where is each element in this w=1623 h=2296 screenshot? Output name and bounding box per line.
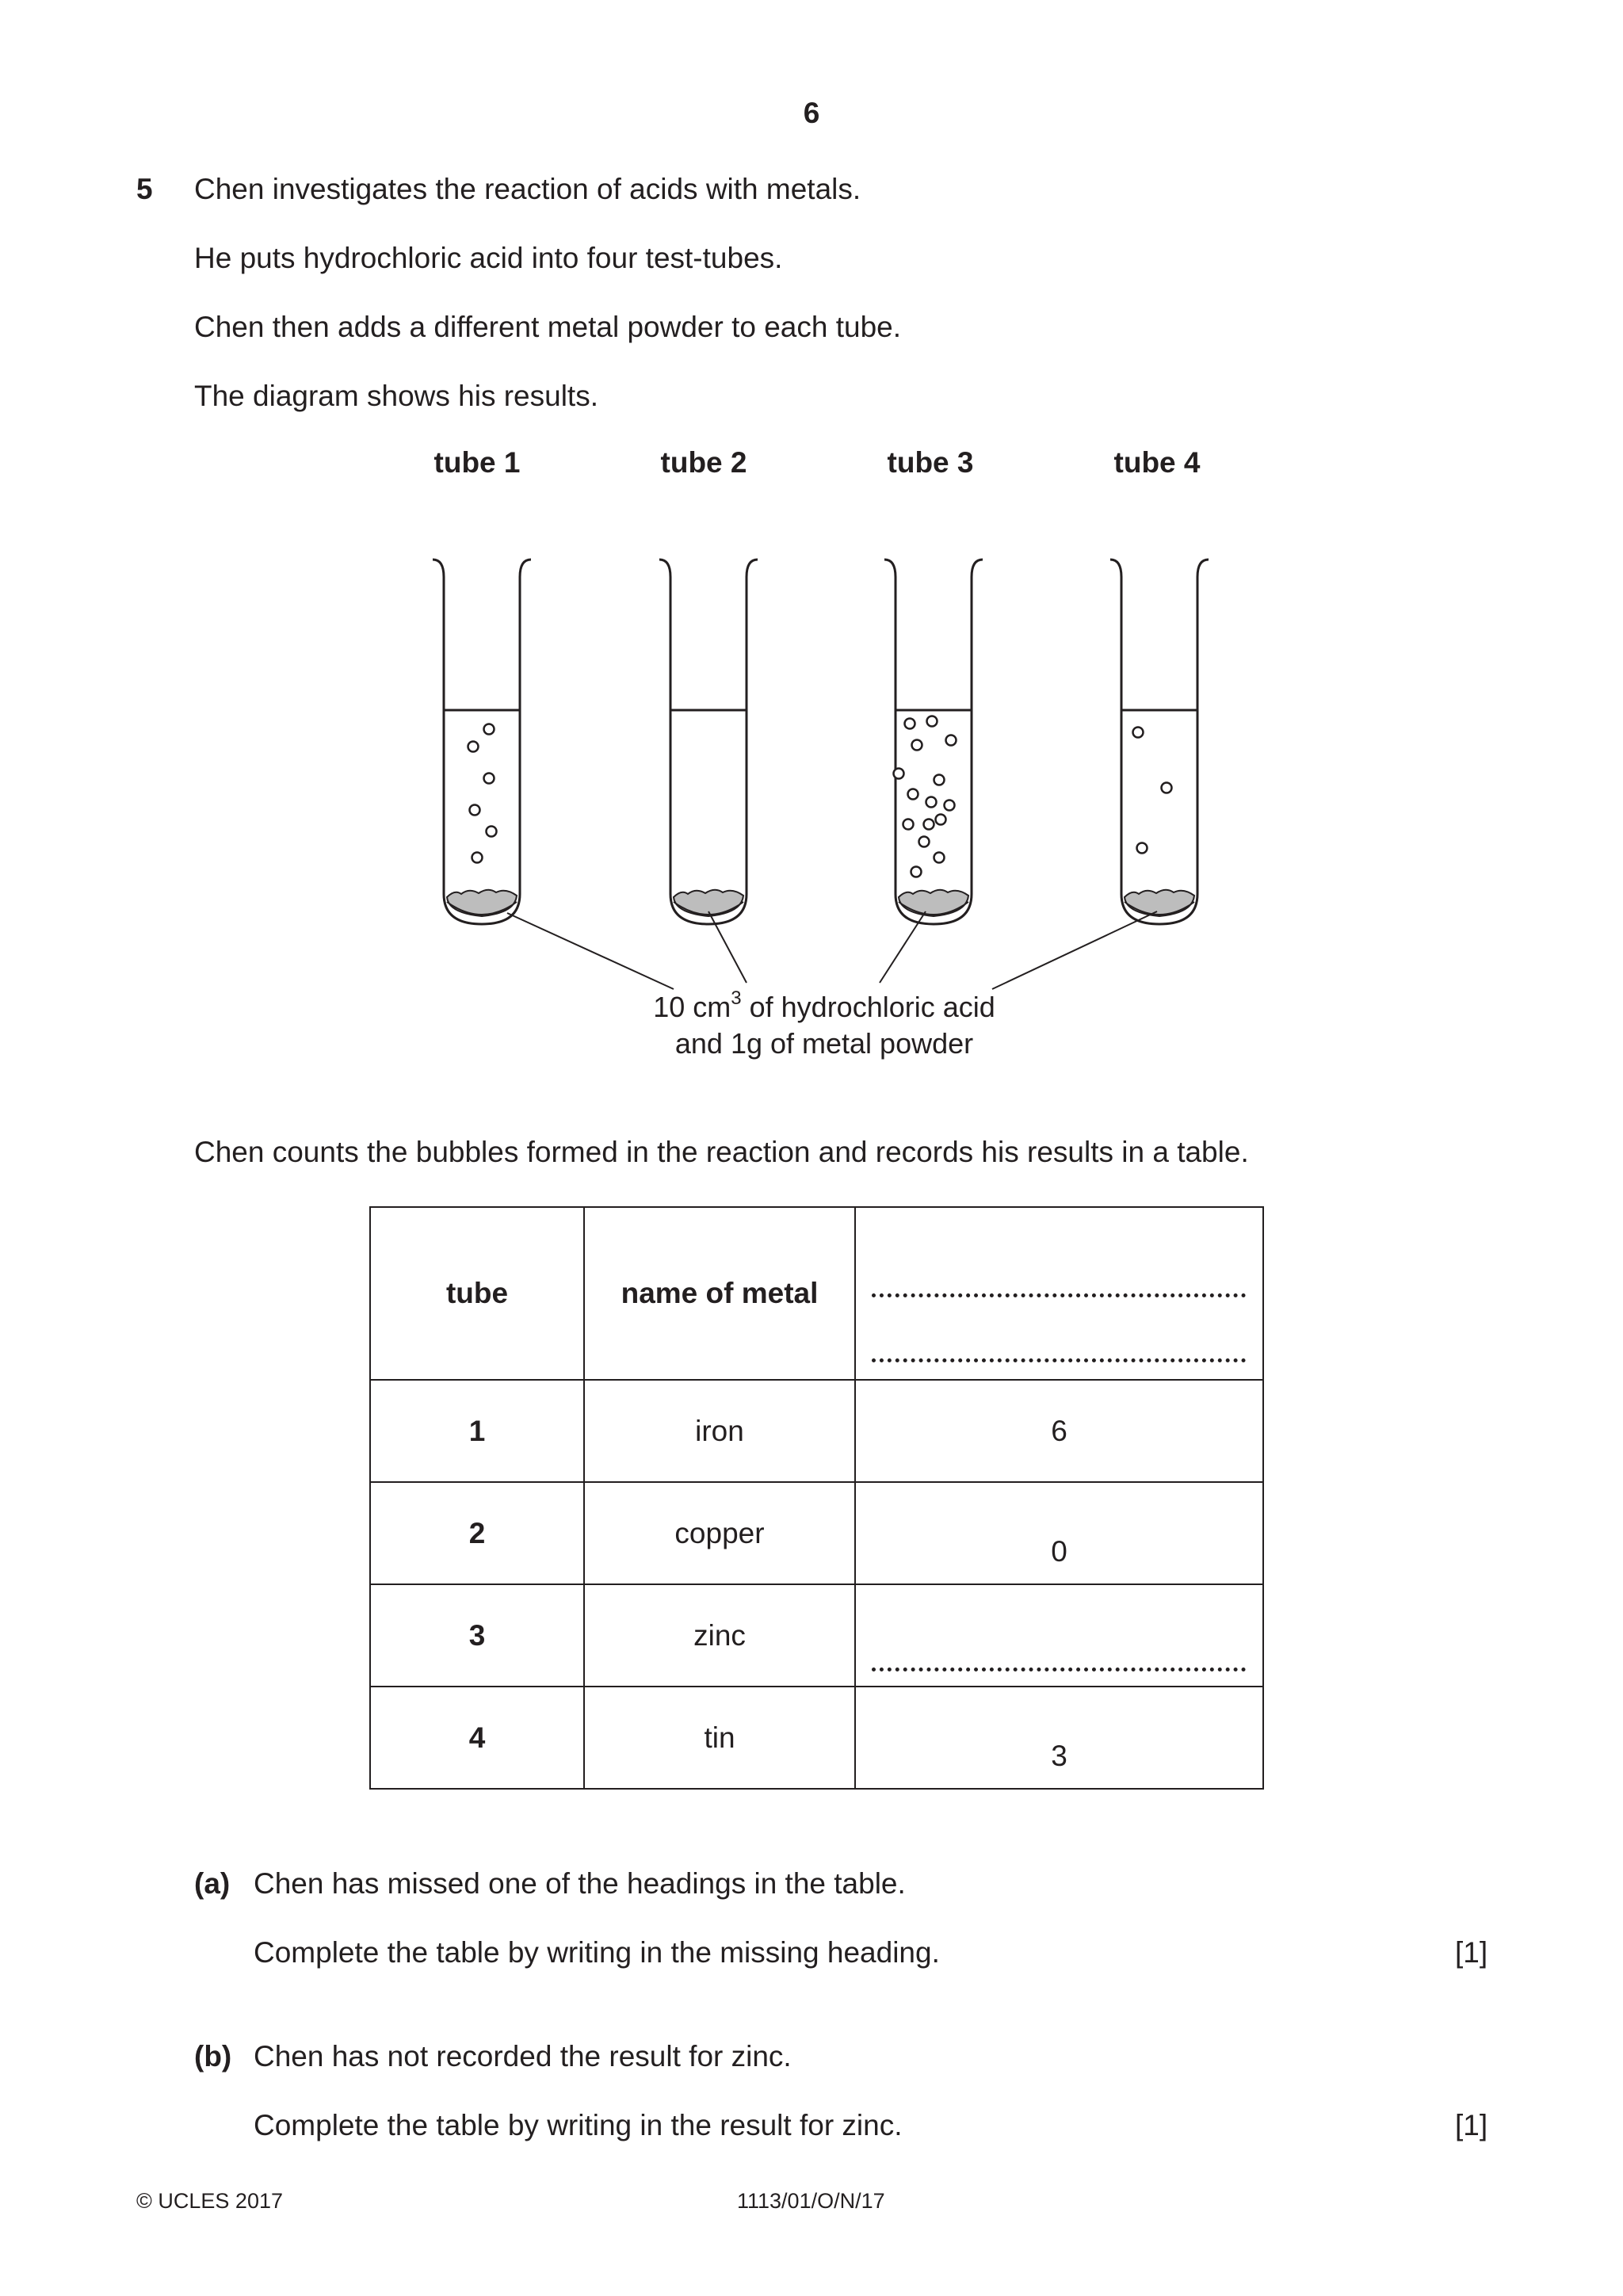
table-header-row (370, 1207, 1263, 1380)
leader-line (992, 911, 1157, 989)
part-a-line-2: Complete the table by writing in the missing heading. (254, 1936, 940, 1969)
bubble (934, 775, 945, 785)
bubble (894, 769, 904, 779)
results-table (369, 1206, 1264, 1790)
bubble (1162, 783, 1172, 793)
tube-4-label: tube 4 (1113, 446, 1201, 479)
bubble (911, 867, 922, 877)
answer-line (872, 1358, 1246, 1362)
test-tube-2 (659, 560, 758, 924)
row-4-result-cell (855, 1687, 1263, 1789)
row-3-result-cell[interactable] (855, 1584, 1263, 1687)
bubble (468, 742, 479, 752)
row-2-metal: copper (584, 1482, 855, 1584)
tube-outline (659, 560, 758, 924)
part-b-marks: [1] (1455, 2109, 1488, 2141)
row-4-result: 3 (1051, 1740, 1067, 1772)
bubble (1137, 843, 1148, 854)
bubble (927, 716, 938, 727)
metal-powder (447, 890, 517, 916)
question-number: 5 (136, 173, 153, 205)
tube-1-label: tube 1 (433, 446, 521, 479)
bubble (936, 815, 946, 825)
row-4-tube: 4 (370, 1687, 584, 1789)
question-line-3: Chen then adds a different metal powder to each tube. (194, 311, 902, 343)
part-a-marks: [1] (1455, 1936, 1488, 1969)
row-3-tube: 3 (370, 1584, 584, 1687)
row-2-result: 0 (1051, 1535, 1067, 1568)
metal-powder (1125, 890, 1194, 916)
table-row (370, 1584, 1263, 1687)
part-a-label: (a) (194, 1867, 231, 1900)
answer-line (872, 1293, 1246, 1297)
part-b-line-1: Chen has not recorded the result for zinc. (254, 2040, 792, 2073)
leader-line (880, 911, 926, 983)
bubble (924, 819, 934, 830)
header-missing[interactable] (855, 1207, 1263, 1380)
row-2-tube: 2 (370, 1482, 584, 1584)
test-tube-4 (1110, 560, 1209, 924)
tube-outline (433, 560, 531, 924)
caption-line-1: 10 $cm^3$ of hydrochloric acid (653, 988, 995, 1023)
test-tube-3 (884, 560, 983, 924)
page-number: 6 (803, 97, 820, 129)
part-b-line-2: Complete the table by writing in the result for zinc. (254, 2109, 903, 2141)
question-line-4: The diagram shows his results. (194, 380, 598, 412)
leader-line (507, 913, 674, 989)
row-3-metal: zinc (584, 1584, 855, 1687)
table-row (370, 1380, 1263, 1482)
table-intro: Chen counts the bubbles formed in the reaction and records his results in a table. (194, 1136, 1249, 1168)
tube-2-label: tube 2 (660, 446, 747, 479)
header-tube: tube (370, 1207, 584, 1380)
bubble (487, 827, 497, 837)
bubble (946, 735, 957, 746)
bubble (908, 789, 918, 800)
tube-outline (1110, 560, 1209, 924)
part-a-line-1: Chen has missed one of the headings in the table. (254, 1867, 906, 1900)
bubble (912, 740, 922, 751)
table-row (370, 1687, 1263, 1789)
bubble (945, 800, 955, 811)
tube-3-label: tube 3 (887, 446, 974, 479)
row-2-result-cell (855, 1482, 1263, 1584)
header-name-of-metal: name of metal (584, 1207, 855, 1380)
tube-outline (884, 560, 983, 924)
row-1-tube: 1 (370, 1380, 584, 1482)
bubble (470, 805, 480, 816)
footer-code: 1113/01/O/N/17 (737, 2189, 885, 2213)
question-line-1: Chen investigates the reaction of acids with metals. (194, 173, 861, 205)
bubble (472, 853, 483, 863)
row-4-metal: tin (584, 1687, 855, 1789)
row-1-result: 6 (855, 1380, 1263, 1482)
row-1-metal: iron (584, 1380, 855, 1482)
bubble (934, 853, 945, 863)
footer-copyright: © UCLES 2017 (136, 2189, 283, 2213)
bubble (905, 719, 915, 729)
bubble (484, 724, 495, 735)
metal-powder (899, 890, 968, 916)
test-tube-1 (433, 560, 531, 924)
bubble (903, 819, 914, 830)
bubble (1133, 728, 1144, 738)
question-line-2: He puts hydrochloric acid into four test-tubes. (194, 242, 783, 274)
answer-line (872, 1668, 1246, 1671)
diagram-caption (475, 989, 1173, 1062)
bubble (926, 797, 937, 808)
bubble (484, 774, 495, 784)
part-b-label: (b) (194, 2040, 232, 2073)
bubble (919, 837, 930, 847)
test-tubes-diagram (0, 0, 1623, 1030)
table-row (370, 1482, 1263, 1584)
caption-line-2: and 1g of metal powder (674, 1027, 974, 1060)
